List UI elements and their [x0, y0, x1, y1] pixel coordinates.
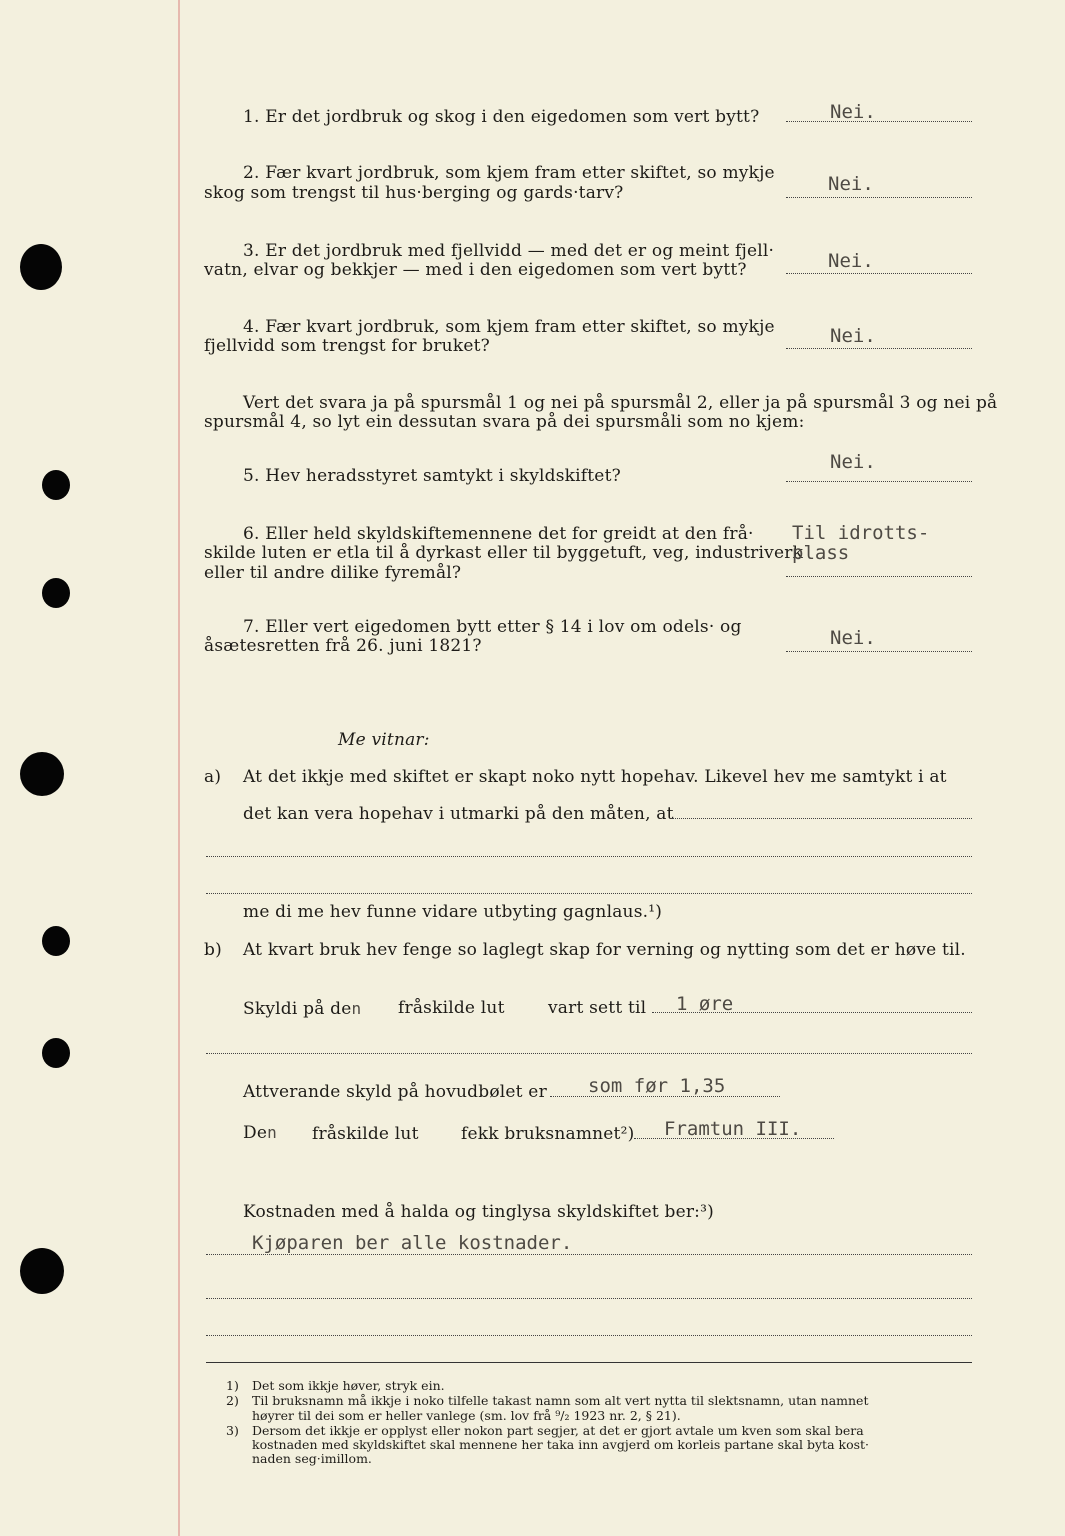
witness-a-label: a) [204, 767, 222, 787]
q5-text: 5. Hev heradsstyret samtykt i skyldskiftet? [243, 466, 621, 486]
witness-a-fill-line3 [206, 893, 972, 894]
q6-answer-line1: Til idrotts- [792, 522, 930, 544]
punch-hole-6 [42, 1038, 70, 1068]
skyldi-label-fill: n [351, 999, 362, 1018]
skyldi-label-middle: fråskilde lut [398, 998, 505, 1018]
skyldi-label-prefix: Skyldi på de [243, 999, 352, 1019]
footnote-1: Det som ikkje høver, stryk ein. [252, 1378, 445, 1393]
q7-text-line1: 7. Eller vert eigedomen bytt etter § 14 i lov om odels· og [243, 617, 742, 637]
footnote-2-marker: 2) [226, 1393, 239, 1408]
witness-a-line3: me di me hev funne vidare utbyting gagnlaus.¹) [243, 902, 663, 922]
intro-line1: Vert det svara ja på spursmål 1 og nei på spursmål 2, eller ja på spursmål 3 og nei på [243, 393, 998, 413]
witness-heading: Me vitnar: [338, 730, 430, 750]
namn-label-fill: n [267, 1123, 277, 1142]
q6-text-line1: 6. Eller held skyldskiftemennene det for greidt at den frå· [243, 524, 754, 544]
witness-a-line2: det kan vera hopehav i utmarki på den måten, at [243, 804, 674, 824]
footnote-2-line1: Til bruksnamn må ikkje i noko tilfelle takast namn som alt vert nytta til slektsnamn, utan namnet [252, 1393, 869, 1408]
punch-hole-4 [20, 752, 64, 796]
witness-a-line1: At det ikkje med skiftet er skapt noko nytt hopehav. Likevel hev me samtykt i at [243, 767, 947, 787]
q2-answer-line [786, 197, 972, 198]
namn-label-suffix: fekk bruksnamnet²) [461, 1124, 635, 1144]
q6-text-line3: eller til andre dilike fyremål? [204, 563, 462, 583]
footnote-3-line3: naden seg·imillom. [252, 1451, 372, 1466]
footnote-3-line2: kostnaden med skyldskiftet skal mennene her taka inn avgjerd om korleis partane skal byta kost· [252, 1437, 870, 1452]
q7-answer-line [786, 651, 972, 652]
costs-line3 [206, 1335, 972, 1336]
costs-label: Kostnaden med å halda og tinglysa skyldskiftet ber:³) [243, 1202, 714, 1222]
namn-label-prefix: De [243, 1123, 268, 1143]
namn-value: Framtun III. [664, 1118, 802, 1140]
attverande-label: Attverande skyld på hovudbølet er [243, 1082, 547, 1102]
namn-label [243, 1122, 277, 1144]
q3-text-line2: vatn, elvar og bekkjer — med i den eigedomen som vert bytt? [204, 260, 747, 280]
q3-text-line1: 3. Er det jordbruk med fjellvidd — med det er og meint fjell· [243, 241, 775, 261]
q1-text: 1. Er det jordbruk og skog i den eigedomen som vert bytt? [243, 107, 760, 127]
attverande-value: som før 1,35 [588, 1075, 726, 1097]
footnote-2-line2: høyrer til dei som er heller vanlege (sm. lov frå ⁹/₂ 1923 nr. 2, § 21). [252, 1408, 681, 1423]
q4-answer-line [786, 348, 972, 349]
costs-line1 [206, 1254, 972, 1255]
q4-answer: Nei. [830, 325, 876, 347]
intro-line2: spursmål 4, so lyt ein dessutan svara på dei spursmåli som no kjem: [204, 412, 805, 432]
skyldi-value: 1 øre [676, 993, 734, 1015]
footnote-3-marker: 3) [226, 1423, 239, 1438]
punch-hole-1 [20, 244, 62, 290]
footnote-3-line1: Dersom det ikkje er opplyst eller nokon part segjer, at det er gjort avtale um kven som skal bera [252, 1423, 864, 1438]
footnote-1-marker: 1) [226, 1378, 239, 1393]
skyldi-label [243, 998, 361, 1020]
q3-answer-line [786, 273, 972, 274]
punch-hole-2 [42, 470, 70, 500]
q7-answer: Nei. [830, 627, 876, 649]
namn-label-middle: fråskilde lut [312, 1124, 419, 1144]
q2-text-line2: skog som trengst til hus·berging og gards·tarv? [204, 183, 624, 203]
punch-hole-5 [42, 926, 70, 956]
q6-answer-line [786, 576, 972, 577]
q5-answer: Nei. [830, 451, 876, 473]
q2-answer: Nei. [828, 173, 874, 195]
skyldi-label-suffix: vart sett til [548, 998, 647, 1018]
q3-answer: Nei. [828, 250, 874, 272]
q1-answer: Nei. [830, 101, 876, 123]
q6-answer-line2: plass [792, 542, 850, 564]
costs-value: Kjøparen ber alle kostnader. [252, 1232, 573, 1254]
punch-hole-3 [42, 578, 70, 608]
q5-answer-line [786, 481, 972, 482]
witness-b-label: b) [204, 940, 222, 960]
q6-text-line2: skilde luten er etla til å dyrkast eller til byggetuft, veg, industriverk [204, 543, 804, 563]
q4-text-line1: 4. Fær kvart jordbruk, som kjem fram etter skiftet, so mykje [243, 317, 775, 337]
q7-text-line2: åsætesretten frå 26. juni 1821? [204, 636, 482, 656]
skyldi-extra-line [206, 1053, 972, 1054]
costs-line2 [206, 1298, 972, 1299]
footnote-rule [206, 1362, 972, 1363]
witness-a-fill-line1 [672, 818, 972, 819]
punch-hole-7 [20, 1248, 64, 1294]
q1-answer-line [786, 121, 972, 122]
witness-b-line1: At kvart bruk hev fenge so laglegt skap for verning og nytting som det er høve til. [243, 940, 966, 960]
margin-line [178, 0, 180, 1536]
q4-text-line2: fjellvidd som trengst for bruket? [204, 336, 490, 356]
witness-a-fill-line2 [206, 856, 972, 857]
q2-text-line1: 2. Fær kvart jordbruk, som kjem fram etter skiftet, so mykje [243, 163, 775, 183]
